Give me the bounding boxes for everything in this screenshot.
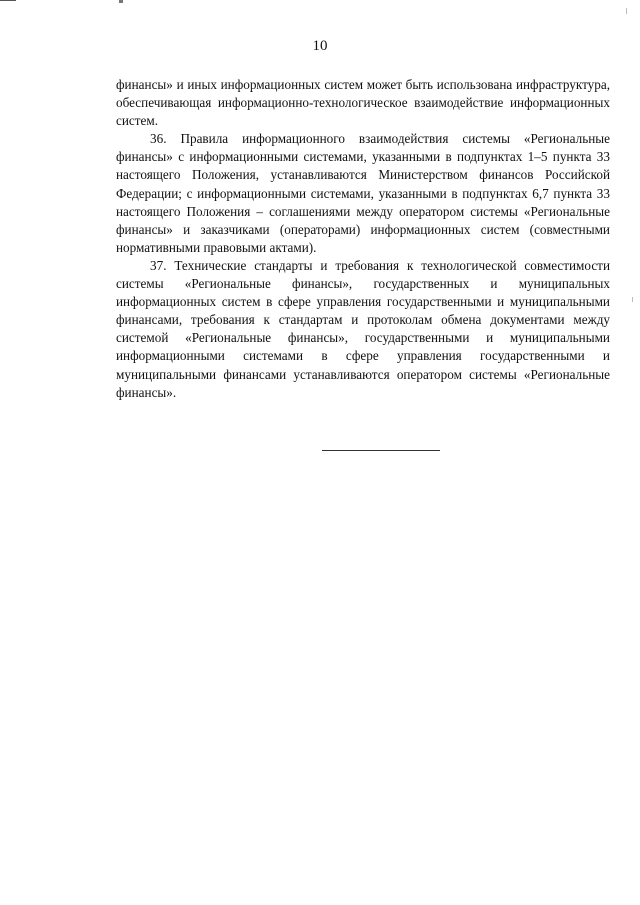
paragraph-36: 36. Правила информационного взаимодействия системы «Региональные финансы» с информационными системами, указанными в подпунктах 1–5 пункта 33 настоящего Положения, устанавливаются Министерством финансов Российской Федерации; с информационными системами, указанными в подпунктах 6,7 пункта 33 настоящего Положения – соглашениями между оператором системы «Региональные финансы» и заказчиками (операторами) информационных систем (совместными нормативными правовыми актами). — [116, 131, 610, 255]
page-number: 10 — [312, 38, 328, 54]
paragraph-37: 37. Технические стандарты и требования к технологической совместимости системы «Региональные финансы», государственных и муниципальных информационных систем в сфере управления государственными и муниципальными финансами, требования к стандартам и протоколам обмена документами между системой «Региональные финансы», государственными и муниципальными информационными системами в сфере управления государственными и муниципальными финансами устанавливаются оператором системы «Региональные финансы». — [116, 257, 610, 400]
end-separator-line — [322, 450, 440, 451]
scan-artifact — [0, 0, 16, 1]
scan-artifact — [119, 0, 123, 3]
scan-artifact — [632, 297, 633, 302]
scan-artifact — [626, 8, 627, 14]
document-body — [116, 76, 610, 402]
paragraph-continuation: финансы» и иных информационных систем может быть использована инфраструктура, обеспечивающая информационно-технологическое взаимодействие информационных систем. — [116, 77, 610, 129]
